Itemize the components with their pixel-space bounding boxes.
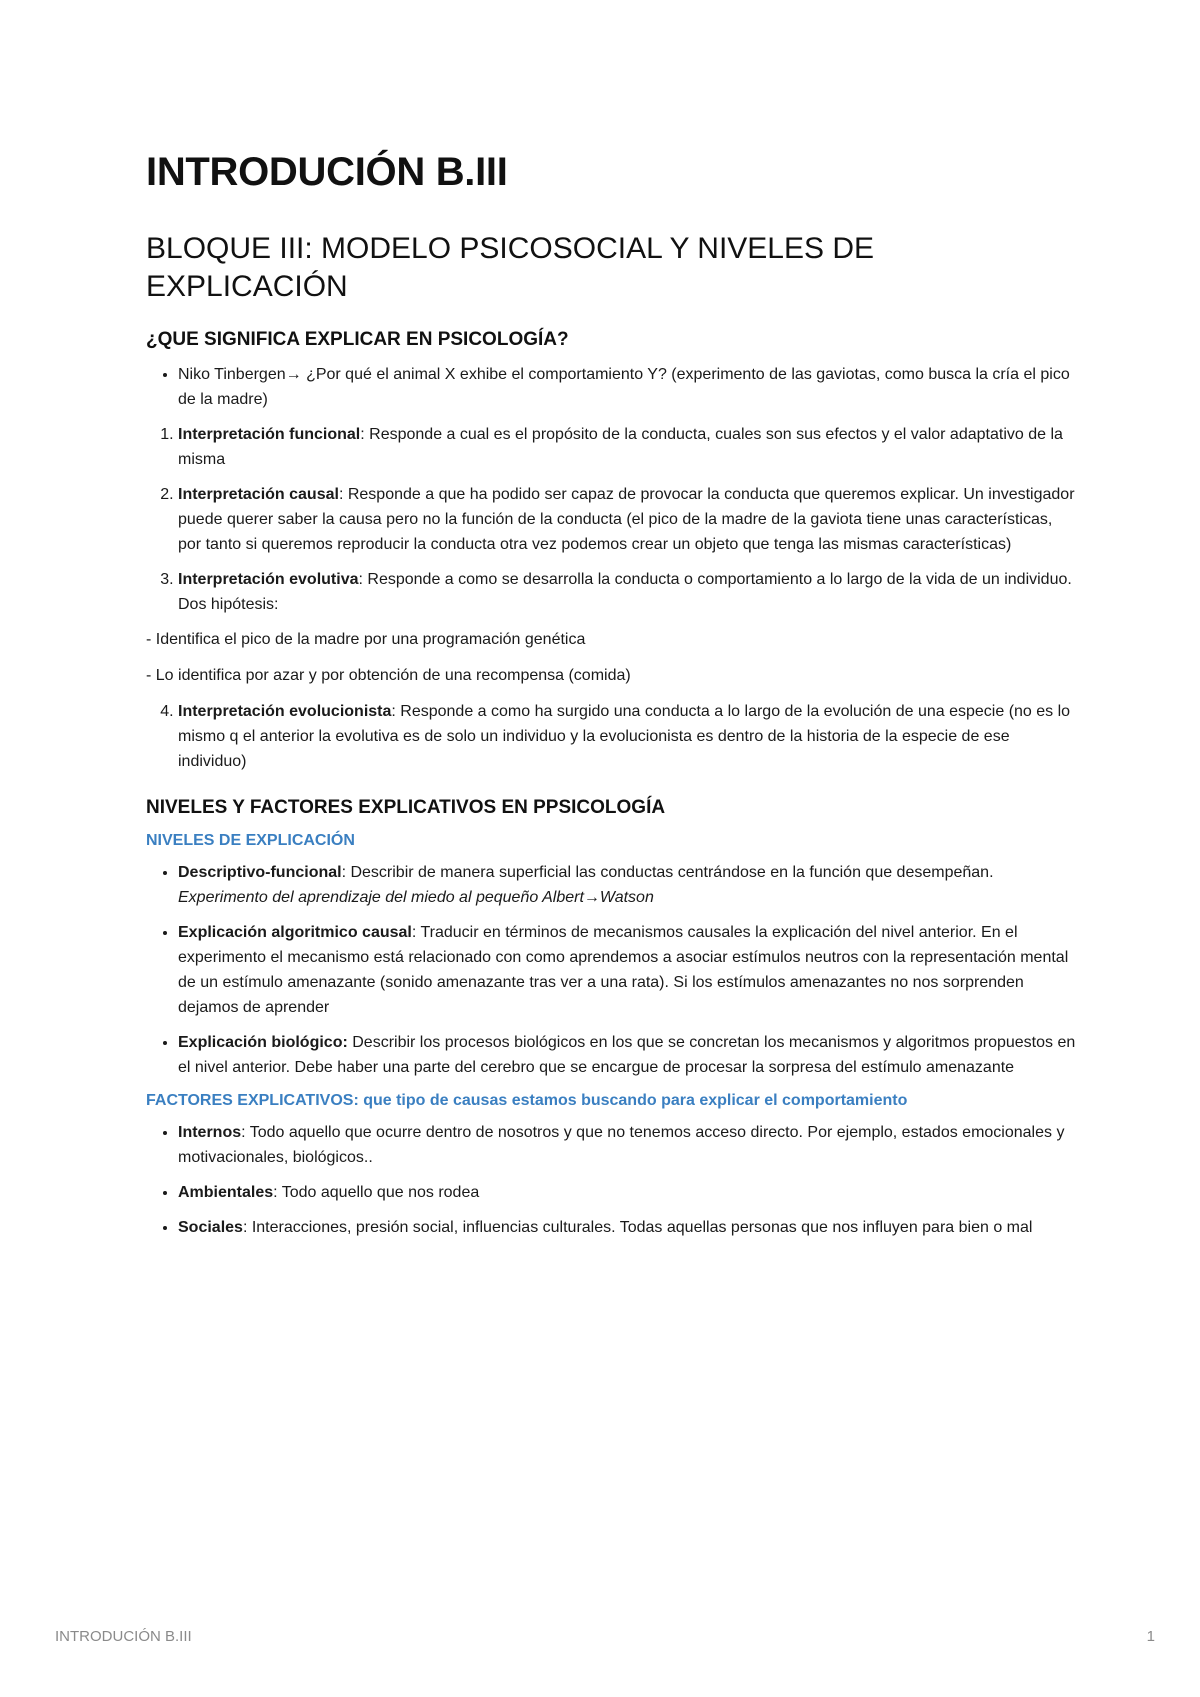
hypothesis-line: - Lo identifica por azar y por obtención de una recompensa (comida) (146, 667, 631, 684)
list-item (178, 699, 1076, 774)
list-item (178, 482, 1076, 557)
term: Interpretación causal (178, 486, 339, 503)
term-description: : Todo aquello que ocurre dentro de nosotros y que no tenemos acceso directo. Por ejemplo, estados emocionales y motivacionales, biológicos.. (178, 1124, 1065, 1166)
term: Internos (178, 1124, 242, 1141)
term: Explicación biológico: (178, 1034, 348, 1051)
list-item: • Niko Tinbergen→ ¿Por qué el animal X exhibe el comportamiento Y? (experimento de las gaviotas, como busca la cría el pico de la madre) (178, 362, 1076, 412)
subheading-niveles: NIVELES DE EXPLICACIÓN (146, 832, 355, 849)
term: Interpretación evolutiva (178, 571, 359, 588)
list-item (178, 1180, 1076, 1205)
term-description: : Responde a como ha surgido una conducta a lo largo de la evolución de una especie (no es lo mismo q el anterior la evolutiva es de solo un individuo y la evolucionista es dentro de la historia de la especie de ese individuo) (178, 703, 1071, 770)
list-item (178, 1120, 1076, 1170)
hypothesis-line: - Identifica el pico de la madre por una programación genética (146, 631, 586, 648)
subheading-factores: FACTORES EXPLICATIVOS: que tipo de causas estamos buscando para explicar el comportamiento (146, 1092, 908, 1109)
term: Ambientales (178, 1184, 274, 1201)
levels-list (146, 860, 1076, 1080)
tinbergen-list (146, 362, 1076, 412)
page-number: 1 (1146, 1628, 1155, 1645)
term: Interpretación evolucionista (178, 703, 392, 720)
list-item (178, 1030, 1076, 1080)
factors-list (146, 1120, 1076, 1240)
page-subtitle: BLOQUE III: MODELO PSICOSOCIAL Y NIVELES DE EXPLICACIÓN (146, 232, 875, 303)
term: Sociales (178, 1219, 243, 1236)
list-item (178, 567, 1076, 617)
term-description: : Todo aquello que nos rodea (273, 1184, 480, 1201)
term-description: : Responde a que ha podido ser capaz de provocar la conducta que queremos explicar. Un investigador puede querer saber la causa pero no la función de la conducta (el pico de la madre de la gaviota tiene unas características, por tanto si queremos reproducir la conducta otra vez podemos crear un objeto que tenga las mismas características) (178, 486, 1075, 553)
term: Explicación algoritmico causal (178, 924, 412, 941)
list-item (178, 860, 1076, 910)
term: Descriptivo-funcional (178, 864, 342, 881)
footer-title: INTRODUCIÓN B.III (55, 1628, 192, 1645)
term-description: : Responde a cual es el propósito de la conducta, cuales son sus efectos y el valor adaptativo de la misma (178, 426, 1063, 468)
page-title: INTRODUCIÓN B.III (146, 150, 508, 194)
term-description: : Responde a como se desarrolla la conducta o comportamiento a lo largo de la vida de un individuo. Dos hipótesis: (178, 571, 1072, 613)
section-heading-explicar: ¿QUE SIGNIFICA EXPLICAR EN PSICOLOGÍA? (146, 329, 569, 350)
document-page (146, 148, 1076, 1250)
list-item (178, 1215, 1076, 1240)
italic-example: Experimento del aprendizaje del miedo al pequeño Albert→Watson (178, 889, 654, 906)
interpretations-list-continued (146, 699, 1076, 774)
term-description: : Interacciones, presión social, influencias culturales. Todas aquellas personas que nos influyen para bien o mal (242, 1219, 1033, 1236)
term-description: : Describir de manera superficial las conductas centrándose en la función que desempeñan. (341, 864, 994, 881)
list-item (178, 422, 1076, 472)
term-description: Describir los procesos biológicos en los que se concretan los mecanismos y algoritmos propuestos en el nivel anterior. Debe haber una parte del cerebro que se encargue de procesar la sorpresa del estímulo amenazante (178, 1034, 1076, 1076)
section-heading-niveles-factores: NIVELES Y FACTORES EXPLICATIVOS EN PPSICOLOGÍA (146, 797, 666, 818)
list-item (178, 920, 1076, 1020)
interpretations-list (146, 422, 1076, 617)
term: Interpretación funcional (178, 426, 361, 443)
term-description: : Traducir en términos de mecanismos causales la explicación del nivel anterior. En el experimento el mecanismo está relacionado con como aprendemos a asociar estímulos neutros con la representación mental de un estímulo amenazante (sonido amenazante tras ver a una rata). Si los estímulos amenazantes no nos sorprenden dejamos de aprender (178, 924, 1069, 1016)
